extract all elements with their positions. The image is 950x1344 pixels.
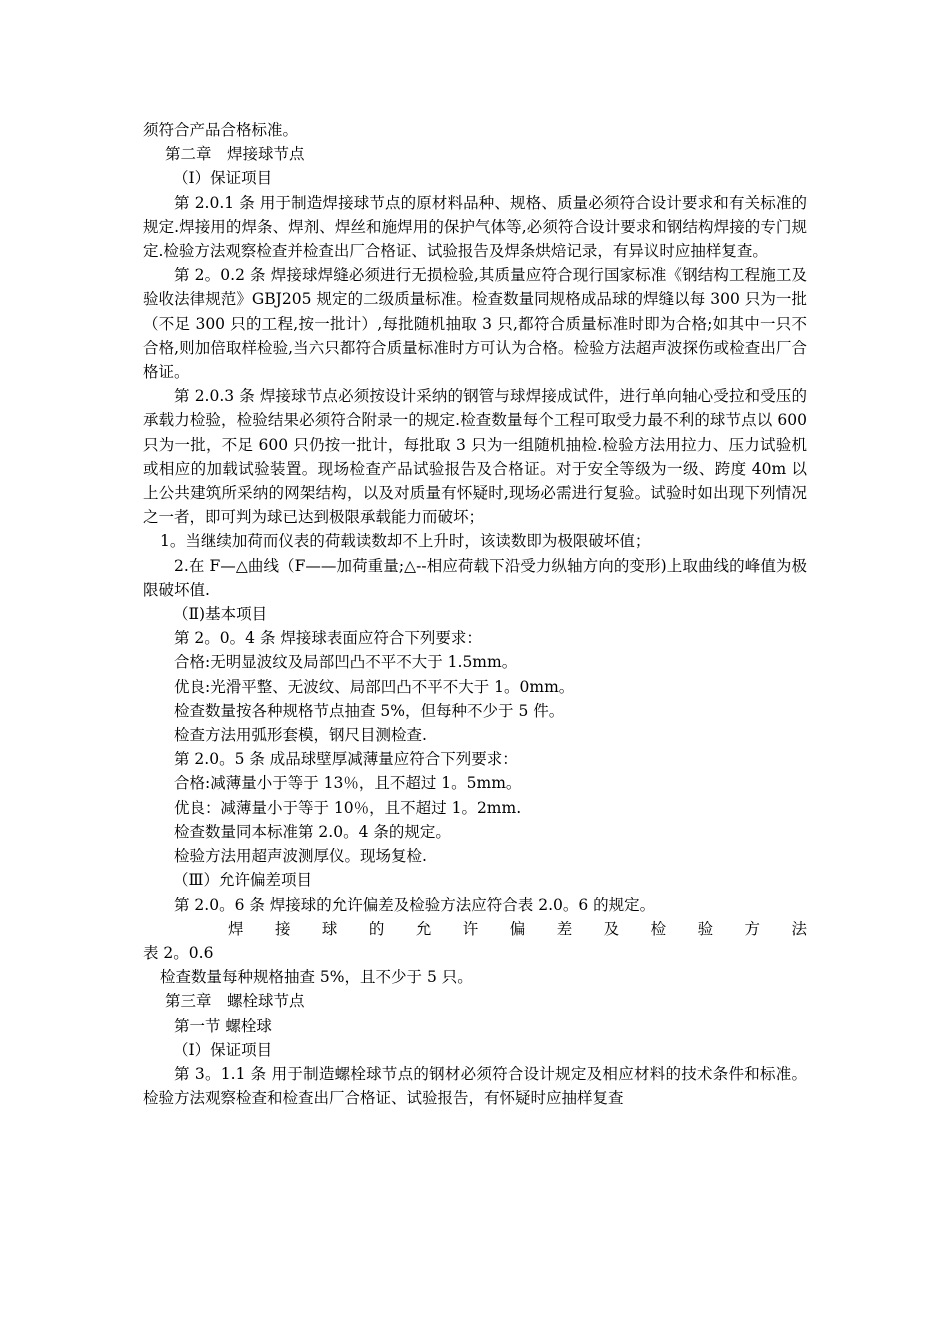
paragraph: 检查方法用弧形套模，钢尺目测检查. — [174, 726, 427, 745]
paragraph: 优良:光滑平整、无波纹、局部凹凸不平不大于 1。0mm。 — [174, 677, 575, 696]
paragraph: 第 3。1.1 条 用于制造螺栓球节点的钢材必须符合设计规定及相应材料的技术条件和标准。检验方法观察检查和检查出厂合格证、试验报告，有怀疑时应抽样复查 — [143, 1064, 807, 1108]
document-page — [143, 118, 807, 1110]
paragraph: 合格:减薄量小于等于 13％，且不超过 1。5mm。 — [174, 774, 522, 793]
paragraph: （Ⅲ）允许偏差项目 — [173, 871, 312, 890]
paragraph: 须符合产品合格标准。 — [143, 121, 299, 139]
paragraph: 第三章 螺栓球节点 — [165, 992, 305, 1011]
paragraph: 第一节 螺栓球 — [174, 1016, 272, 1035]
paragraph: 第 2.0。6 条 焊接球的允许偏差及检验方法应符合表 2.0。6 的规定。 — [174, 895, 656, 914]
paragraph: 第 2。0.2 条 焊接球焊缝必须进行无损检验,其质量应符合现行国家标准《钢结构工程施工及验收法律规范》GBJ205 规定的二级质量标准。检查数量同规格成品球的焊缝以每 300 只为一批（不足 300 只的工程,按一批计）,每批随机抽取 3 只,都符合质量标准时即为合格;如其中一只不合格,则加倍取样检验,当六只都符合质量标准时方可认为合格。检验方法超声波探伤或检查出厂合格证。 — [143, 266, 807, 382]
paragraph: 第二章 焊接球节点 — [165, 145, 305, 164]
paragraph: 2.在 F—△曲线（F——加荷重量;△--相应荷载下沿受力纵轴方向的变形)上取曲线的峰值为极限破坏值. — [143, 556, 807, 599]
paragraph: （Ⅰ）保证项目 — [173, 169, 273, 188]
paragraph: 第 2.0.3 条 焊接球节点必须按设计采纳的钢管与球焊接成试件，进行单向轴心受拉和受压的承载力检验，检验结果必须符合附录一的规定.检查数量每个工程可取受力最不利的球节点以 600 只为一批，不足 600 只仍按一批计，每批取 3 只为一组随机抽检.检验方法用拉力、压力试验机或相应的加载试验装置。现场检查产品试验报告及合格证。对于安全等级为一级、跨度 40m 以上公共建筑所采纳的网架结构，以及对质量有怀疑时,现场必需进行复验。试验时如出现下列情况之一者，即可判为球已达到极限承载能力而破坏； — [143, 387, 807, 527]
paragraph: 检查数量按各种规格节点抽查 5%，但每种不少于 5 件。 — [174, 701, 565, 720]
paragraph: 第 2。0。4 条 焊接球表面应符合下列要求： — [174, 629, 482, 648]
paragraph: 第 2.0.1 条 用于制造焊接球节点的原材料品种、规格、质量必须符合设计要求和有关标准的规定.焊接用的焊条、焊剂、焊丝和施焊用的保护气体等,必须符合设计要求和钢结构焊接的专门规定.检验方法观察检查并检查出厂合格证、试验报告及焊条烘焙记录，有异议时应抽样复查。 — [143, 193, 807, 261]
paragraph: 1。当继续加荷而仪表的荷载读数却不上升时，该读数即为极限破坏值； — [160, 532, 651, 551]
paragraph: 合格:无明显波纹及局部凹凸不平不大于 1.5mm。 — [174, 653, 518, 672]
paragraph: 检验方法用超声波测厚仪。现场复检. — [174, 847, 427, 866]
paragraph: （Ⅰ）保证项目 — [173, 1040, 273, 1059]
paragraph: （Ⅱ)基本项目 — [173, 605, 268, 624]
paragraph: 优良：减薄量小于等于 10％，且不超过 1。2mm. — [174, 798, 522, 817]
paragraph: 检查数量每种规格抽查 5%，且不少于 5 只。 — [160, 968, 473, 987]
paragraph: 检查数量同本标准第 2.0。4 条的规定。 — [174, 822, 451, 841]
paragraph: 表 2。0.6 — [143, 943, 214, 962]
paragraph: 第 2.0。5 条 成品球壁厚减薄量应符合下列要求： — [174, 750, 518, 769]
paragraph: 焊接球的允许偏差及检验方法 — [228, 919, 807, 938]
